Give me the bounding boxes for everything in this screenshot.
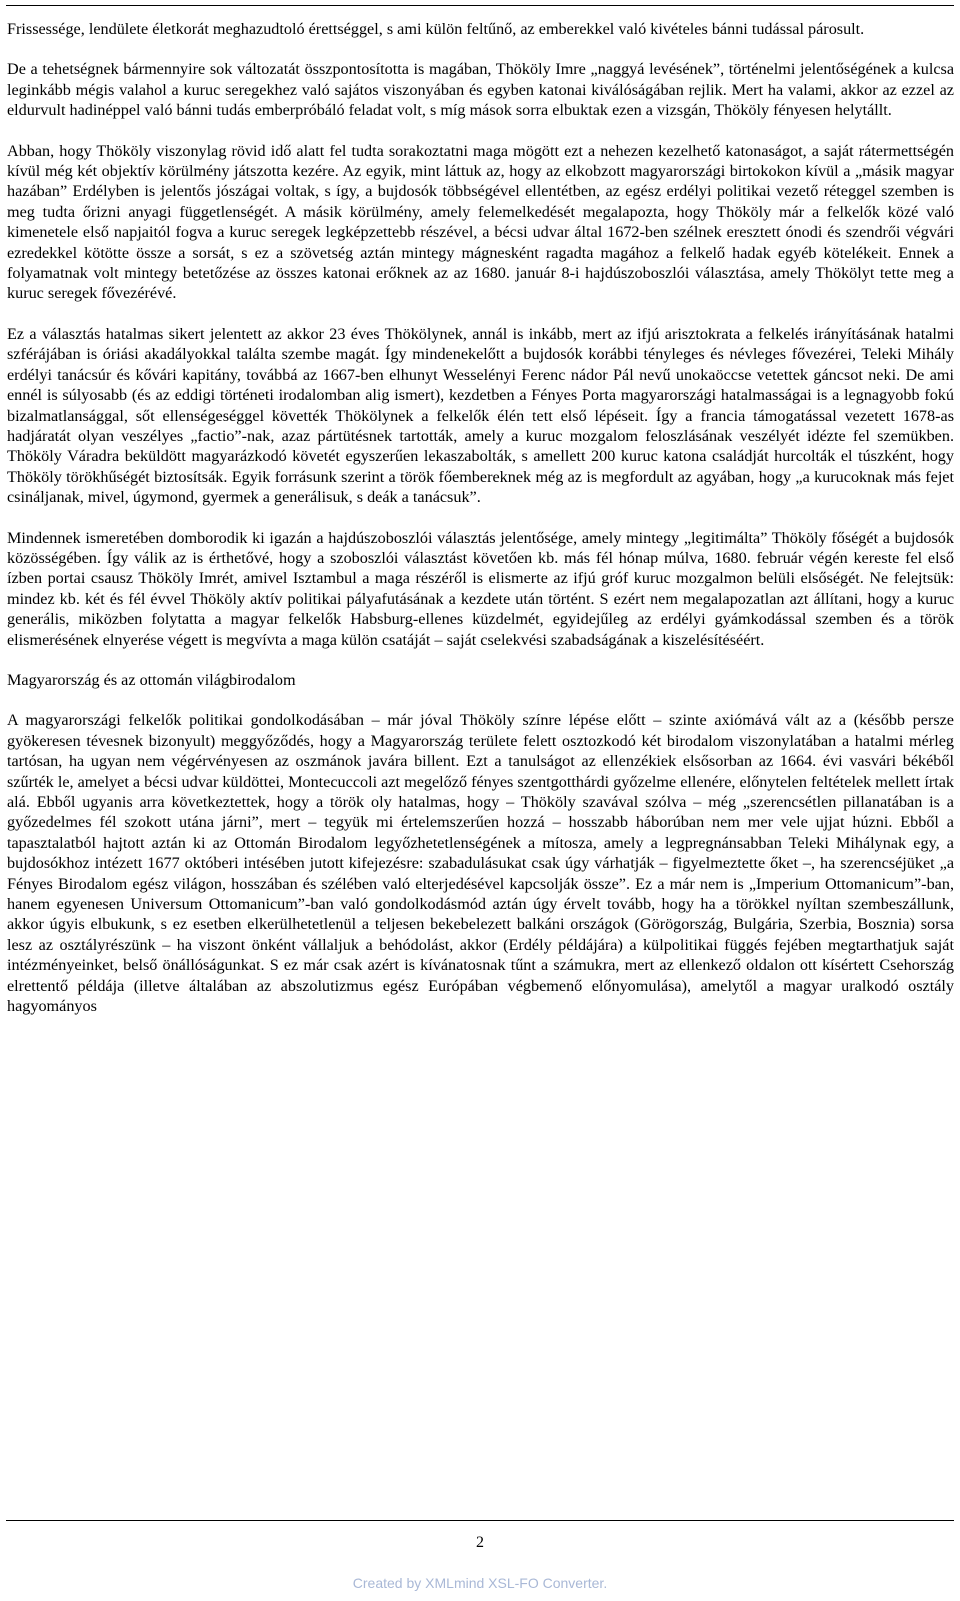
body-paragraph-3: Abban, hogy Thököly viszonylag rövid idő alatt fel tudta sorakoztatni maga mögött ezt a nehezen kezelhető katonaságot, a saját rátermettségén kívül még két objektív körülmény játszotta kezére. Az egyik, mint láttuk az, hogy az elkobzott magyarországi birtokokon kívül a „másik magyar hazában” Erdélyben is jelentős jószágai voltak, s így, a bujdosók többségével ellentétben, az egész erdélyi politikai vezető réteggel szemben is meg tudta őrizni anyagi függetlenségét. A másik körülmény, amely felemelkedését megalapozta, hogy Thököly már a felkelők közé való kimenetele első napjaitól fogva a kuruc seregek legképzettebb részével, a bécsi udvar által 1672-ben szélnek eresztett ónodi és szendrői végvári ezredekkel kötötte össze a sorsát, s ez a szövetség aztán mintegy mágnesként ragadta magához a felkelő hadak egyéb kötelékeit. Ennek a folyamatnak volt mintegy betetőzése az összes katonai erőknek az az 1680. január 8-i hajdúszoboszlói választása, amely Thökölyt tette meg a kuruc seregek fővezérévé. <box>7 141 954 303</box>
body-paragraph-1: Frissessége, lendülete életkorát meghazudtoló érettséggel, s ami külön feltűnő, az emberekkel való kivételes bánni tudással párosult. <box>7 20 865 38</box>
body-paragraph-5: Mindennek ismeretében domborodik ki igazán a hajdúszoboszlói választás jelentősége, amely mintegy „legitimálta” Thököly főségét a bujdosók közösségében. Így válik az is érthetővé, hogy a szoboszlói választást követően kb. más fél hónap múlva, 1680. február végén kereste fel első ízben portai csausz Thököly Imrét, amivel Isztambul a maga részéről is elismerte az ifjú gróf kuruc mozgalmon belüli elsőségét. Ne felejtsük: mindez kb. két és fél évvel Thököly aktív politikai pályafutásának a kezdete után történt. S ezért nem megalapozatlan azt állítani, hogy a kuruc generális, miközben folytatta a magyar felkelők Habsburg-ellenes küzdelmét, egyidejűleg az erdélyi gyámkodással szemben és a török elismerésének elnyerése végett is megvívta a maga külön csatáját – saját cselekvési szabadságának a kiszelésítéséért. <box>7 528 954 649</box>
converter-credit-link[interactable]: Created by XMLmind XSL-FO Converter. <box>352 1575 608 1591</box>
section-heading: Magyarország és az ottomán világbirodalom <box>7 670 296 689</box>
top-rule <box>6 5 954 6</box>
body-paragraph-4: Ez a választás hatalmas sikert jelentett az akkor 23 éves Thökölynek, annál is inkább, mert az ifjú arisztokrata a felkelés irányításának hatalmi szférájában is óriási akadályokkal találta szembe magát. Így mindenekelőtt a bujdosók korábbi tényleges és névleges fővezérei, Teleki Mihály erdélyi tanácsúr és kővári kapitány, továbbá az 1667-ben elhunyt Wesselényi Ferenc nádor Pál nevű unokaöccse vetettek gáncsot neki. De ami ennél is súlyosabb (és az eddigi történeti irodalomban alig ismert), kezdetben a Fényes Porta magyarországi hatalmasságai is a legnagyobb fokú bizalmatlansággal, sőt ellenségeséggel követték Thökölynek a felkelők élén tett első lépéseit. Így a francia támogatással vezetett 1678-as hadjáratát olyan veszélyes „factio”-nak, azaz pártütésnek tartották, amely a kuruc mozgalom feloszlásának veszélyét idézte fel szemükben. Thököly Váradra beküldött magyarázkodó követét egyszerűen lekaszabolták, s amellett 200 kuruc katona családját hurcolták el túszként, hogy Thököly törökhűségét biztosítsák. Egyik forrásunk szerint a török főembereknek még az is megfordult az agyában, hogy „a kurucoknak más fejet csináljanak, mivel, úgymond, gyermek a generálisuk, s deák a tanácsuk”. <box>7 324 954 507</box>
page-number: 2 <box>476 1534 484 1551</box>
body-paragraph-2: De a tehetségnek bármennyire sok változatát összpontosította is magában, Thököly Imre „naggyá levésének”, történelmi jelentőségének a kulcsa leginkább mégis valahol a kuruc seregekhez való sajátos viszonyában és egyben katonai kiválóságában rejlik. Mert ha valami, akkor az ezzel az eldurvult hadinéppel való bánni tudás emberpróbáló feladat volt, s míg mások sorra elbuktak ezen a vizsgán, Thököly fényesen helytállt. <box>7 60 954 120</box>
section-paragraph: A magyarországi felkelők politikai gondolkodásában – már jóval Thököly színre lépése előtt – szinte axiómává vált az a (később persze gyökeresen tévesnek bizonyult) meggyőződés, hogy a Magyarország területe felett osztozkodó két birodalom viszonylatában a hatalmi mérleg tartósan, ha ugyan nem végérvényesen az oszmánok javára billent. Ezt a tanulságot az ellenzékiek elsősorban az 1664. évi vasvári békéből szűrték le, amelyet a bécsi udvar küldöttei, Montecuccoli azt megelőző fényes szentgotthárdi győzelme ellenére, előnytelen feltételek mellett írtak alá. Ebből ugyanis arra következtettek, hogy a török oly hatalmas, hogy – Thököly szavával szólva – még „szerencsétlen pillanatában is a győzedelmes fél szokott utána járni”, mert – tegyük mi értelemszerűen hozzá – hosszabb háborúban nem mer vele ujjat húzni. Ebből a tapasztalatból hajtott aztán ki az Ottomán Birodalom legyőzhetetlenségének a mítosza, amely a legpregnánsabban Teleki Mihálynak egy, a bujdosókhoz intézett 1677 októberi intésében jutott kifejezésre: szabadulásukat csak úgy várhatják – figyelmeztette őket –, ha szerencséjüket „a Fényes Birodalom egész világon, hosszában és szélében való elterjedésével kapcsolják össze”. Ez a már nem is „Imperium Ottomanicum”-ban, hanem egyenesen Universum Ottomanicum”-ban való gondolkodásmód aztán úgy érvelt tovább, hogy ha a törökkel nyíltan szembeszállunk, akkor úgyis elbukunk, s ez esetben elkerülhetetlenül a teljesen bekebelezett balkáni országok (Görögország, Bulgária, Szerbia, Bosznia) sorsa lesz az osztályrészünk – ha viszont önként vállaljuk a behódolást, akkor (Erdély példájára) a külpolitikai függés fejében megtarthatjuk saját intézményeinket, belső önállóságunkat. S ez már csak azért is kívánatosnak tűnt a számukra, mert az ellenkező oldalon ott kísértett Csehország elrettentő példája (illetve általában az abszolutizmus egész Európában végbemenő előnyomulása), amelytől a magyar uralkodó osztály hagyományos <box>7 711 954 1016</box>
page-content <box>7 19 954 1016</box>
footer-rule <box>6 1520 954 1521</box>
